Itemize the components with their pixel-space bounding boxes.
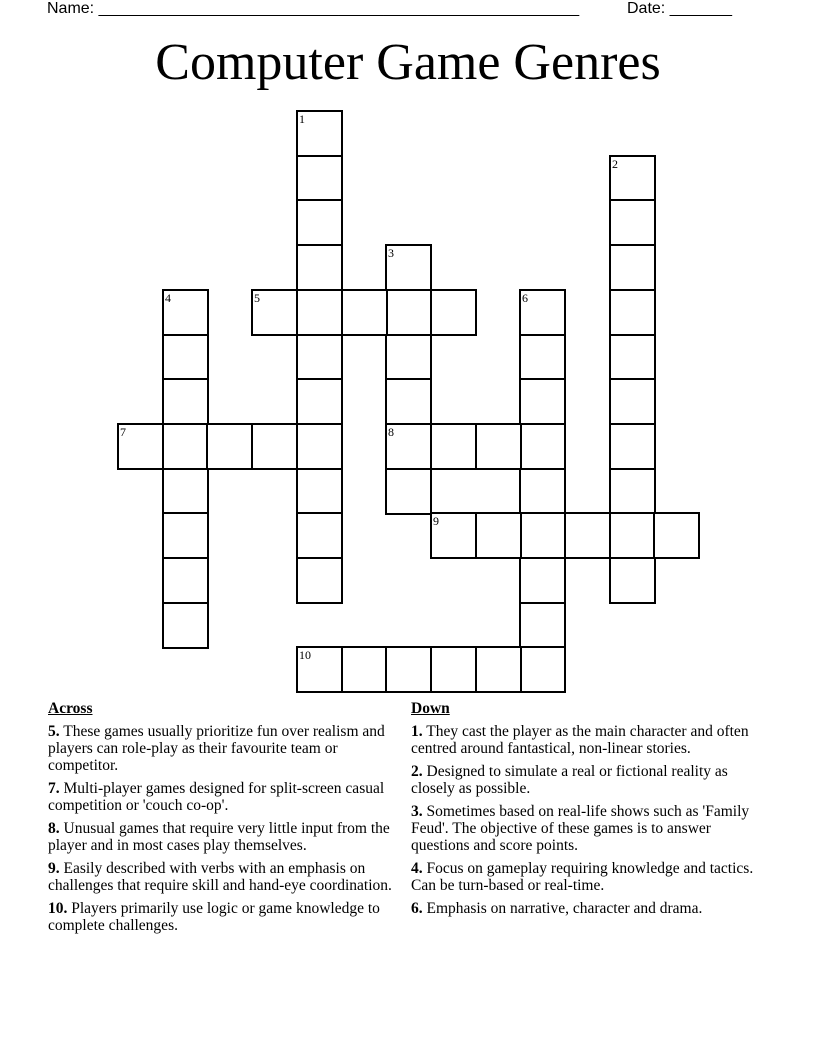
clue-number: 5: [254, 291, 260, 305]
grid-cell[interactable]: [609, 289, 656, 336]
grid-cell[interactable]: [296, 468, 343, 515]
grid-cell[interactable]: [296, 557, 343, 604]
grid-cell[interactable]: [162, 602, 209, 649]
clue-number: 9: [433, 514, 439, 528]
grid-cell[interactable]: [296, 244, 343, 291]
clue-down-2: 2. Designed to simulate a real or fictional reality as closely as possible.: [411, 763, 728, 797]
page-title: Computer Game Genres: [155, 34, 661, 91]
grid-cell[interactable]: [609, 423, 656, 470]
grid-cell[interactable]: [519, 378, 566, 425]
grid-cell[interactable]: [609, 468, 656, 515]
grid-cell[interactable]: [162, 512, 209, 559]
grid-cell[interactable]: [385, 468, 432, 515]
clue-number: 8: [388, 425, 394, 439]
clue-down-4: 4. Focus on gameplay requiring knowledge and tactics. Can be turn-based or real-time.: [411, 860, 754, 894]
clue-number: 7: [120, 425, 126, 439]
grid-cell[interactable]: [296, 155, 343, 202]
down-clues: [411, 700, 771, 923]
grid-cell[interactable]: [430, 646, 477, 693]
grid-cell[interactable]: [564, 512, 611, 559]
grid-cell[interactable]: [653, 512, 700, 559]
clue-number: 3: [388, 246, 394, 260]
across-heading: Across: [48, 700, 93, 717]
grid-cell[interactable]: [251, 289, 298, 336]
grid-cell[interactable]: [609, 244, 656, 291]
clue-number: 1: [299, 112, 305, 126]
grid-cell[interactable]: [296, 378, 343, 425]
grid-cell[interactable]: [251, 423, 298, 470]
grid-cell[interactable]: [296, 423, 343, 470]
grid-cell[interactable]: [430, 512, 477, 559]
grid-cell[interactable]: [430, 289, 477, 336]
clue-down-3: 3. Sometimes based on real-life shows such as 'Family Feud'. The objective of these games is to answer questions and score points.: [411, 803, 750, 854]
grid-cell[interactable]: [519, 334, 566, 381]
grid-cell[interactable]: [475, 646, 522, 693]
grid-cell[interactable]: [162, 468, 209, 515]
grid-cell[interactable]: [385, 244, 432, 291]
grid-cell[interactable]: [385, 289, 432, 336]
grid-cell[interactable]: [519, 468, 566, 515]
grid-cell[interactable]: [162, 334, 209, 381]
grid-cell[interactable]: [296, 110, 343, 157]
grid-cell[interactable]: [385, 423, 432, 470]
grid-cell[interactable]: [385, 378, 432, 425]
grid-cell[interactable]: [296, 512, 343, 559]
grid-cell[interactable]: [475, 512, 522, 559]
grid-cell[interactable]: [609, 199, 656, 246]
clue-down-6: 6. Emphasis on narrative, character and drama.: [411, 900, 703, 917]
grid-cell[interactable]: [385, 334, 432, 381]
grid-cell[interactable]: [341, 289, 388, 336]
grid-cell[interactable]: [162, 557, 209, 604]
grid-cell[interactable]: [519, 646, 566, 693]
down-heading: Down: [411, 700, 450, 717]
grid-cell[interactable]: [519, 602, 566, 649]
clue-across-7: 7. Multi-player games designed for split-screen casual competition or 'couch co-op'.: [48, 780, 385, 814]
name-field[interactable]: Name: ______________________________________________________: [47, 0, 580, 17]
clue-number: 2: [612, 157, 618, 171]
clue-down-1: 1. They cast the player as the main character and often centred around fantastical, non-linear stories.: [411, 723, 749, 757]
grid-cell[interactable]: [609, 378, 656, 425]
grid-cell[interactable]: [296, 334, 343, 381]
grid-cell[interactable]: [609, 557, 656, 604]
grid-cell[interactable]: [162, 378, 209, 425]
grid-cell[interactable]: [519, 512, 566, 559]
grid-cell[interactable]: [206, 423, 253, 470]
grid-cell[interactable]: [162, 289, 209, 336]
across-clues: [48, 700, 408, 940]
clue-number: 6: [522, 291, 528, 305]
grid-cell[interactable]: [609, 512, 656, 559]
clue-across-5: 5. These games usually prioritize fun over realism and players can role-play as their favourite team or competitor.: [48, 723, 385, 774]
grid-cell[interactable]: [117, 423, 164, 470]
grid-cell[interactable]: [609, 334, 656, 381]
grid-cell[interactable]: [296, 289, 343, 336]
clue-across-9: 9. Easily described with verbs with an emphasis on challenges that require skill and hand-eye coordination.: [48, 860, 392, 894]
grid-cell[interactable]: [341, 646, 388, 693]
grid-cell[interactable]: [296, 199, 343, 246]
grid-cell[interactable]: [430, 423, 477, 470]
grid-cell[interactable]: [385, 646, 432, 693]
grid-cell[interactable]: [519, 289, 566, 336]
grid-cell[interactable]: [519, 557, 566, 604]
clue-across-8: 8. Unusual games that require very little input from the player and in most cases play themselves.: [48, 820, 390, 854]
date-field[interactable]: Date: _______: [627, 0, 732, 17]
grid-cell[interactable]: [296, 646, 343, 693]
clue-number: 4: [165, 291, 171, 305]
grid-cell[interactable]: [162, 423, 209, 470]
grid-cell[interactable]: [609, 155, 656, 202]
grid-cell[interactable]: [475, 423, 522, 470]
clue-number: 10: [299, 648, 311, 662]
grid-cell[interactable]: [519, 423, 566, 470]
clue-across-10: 10. Players primarily use logic or game knowledge to complete challenges.: [48, 900, 380, 934]
